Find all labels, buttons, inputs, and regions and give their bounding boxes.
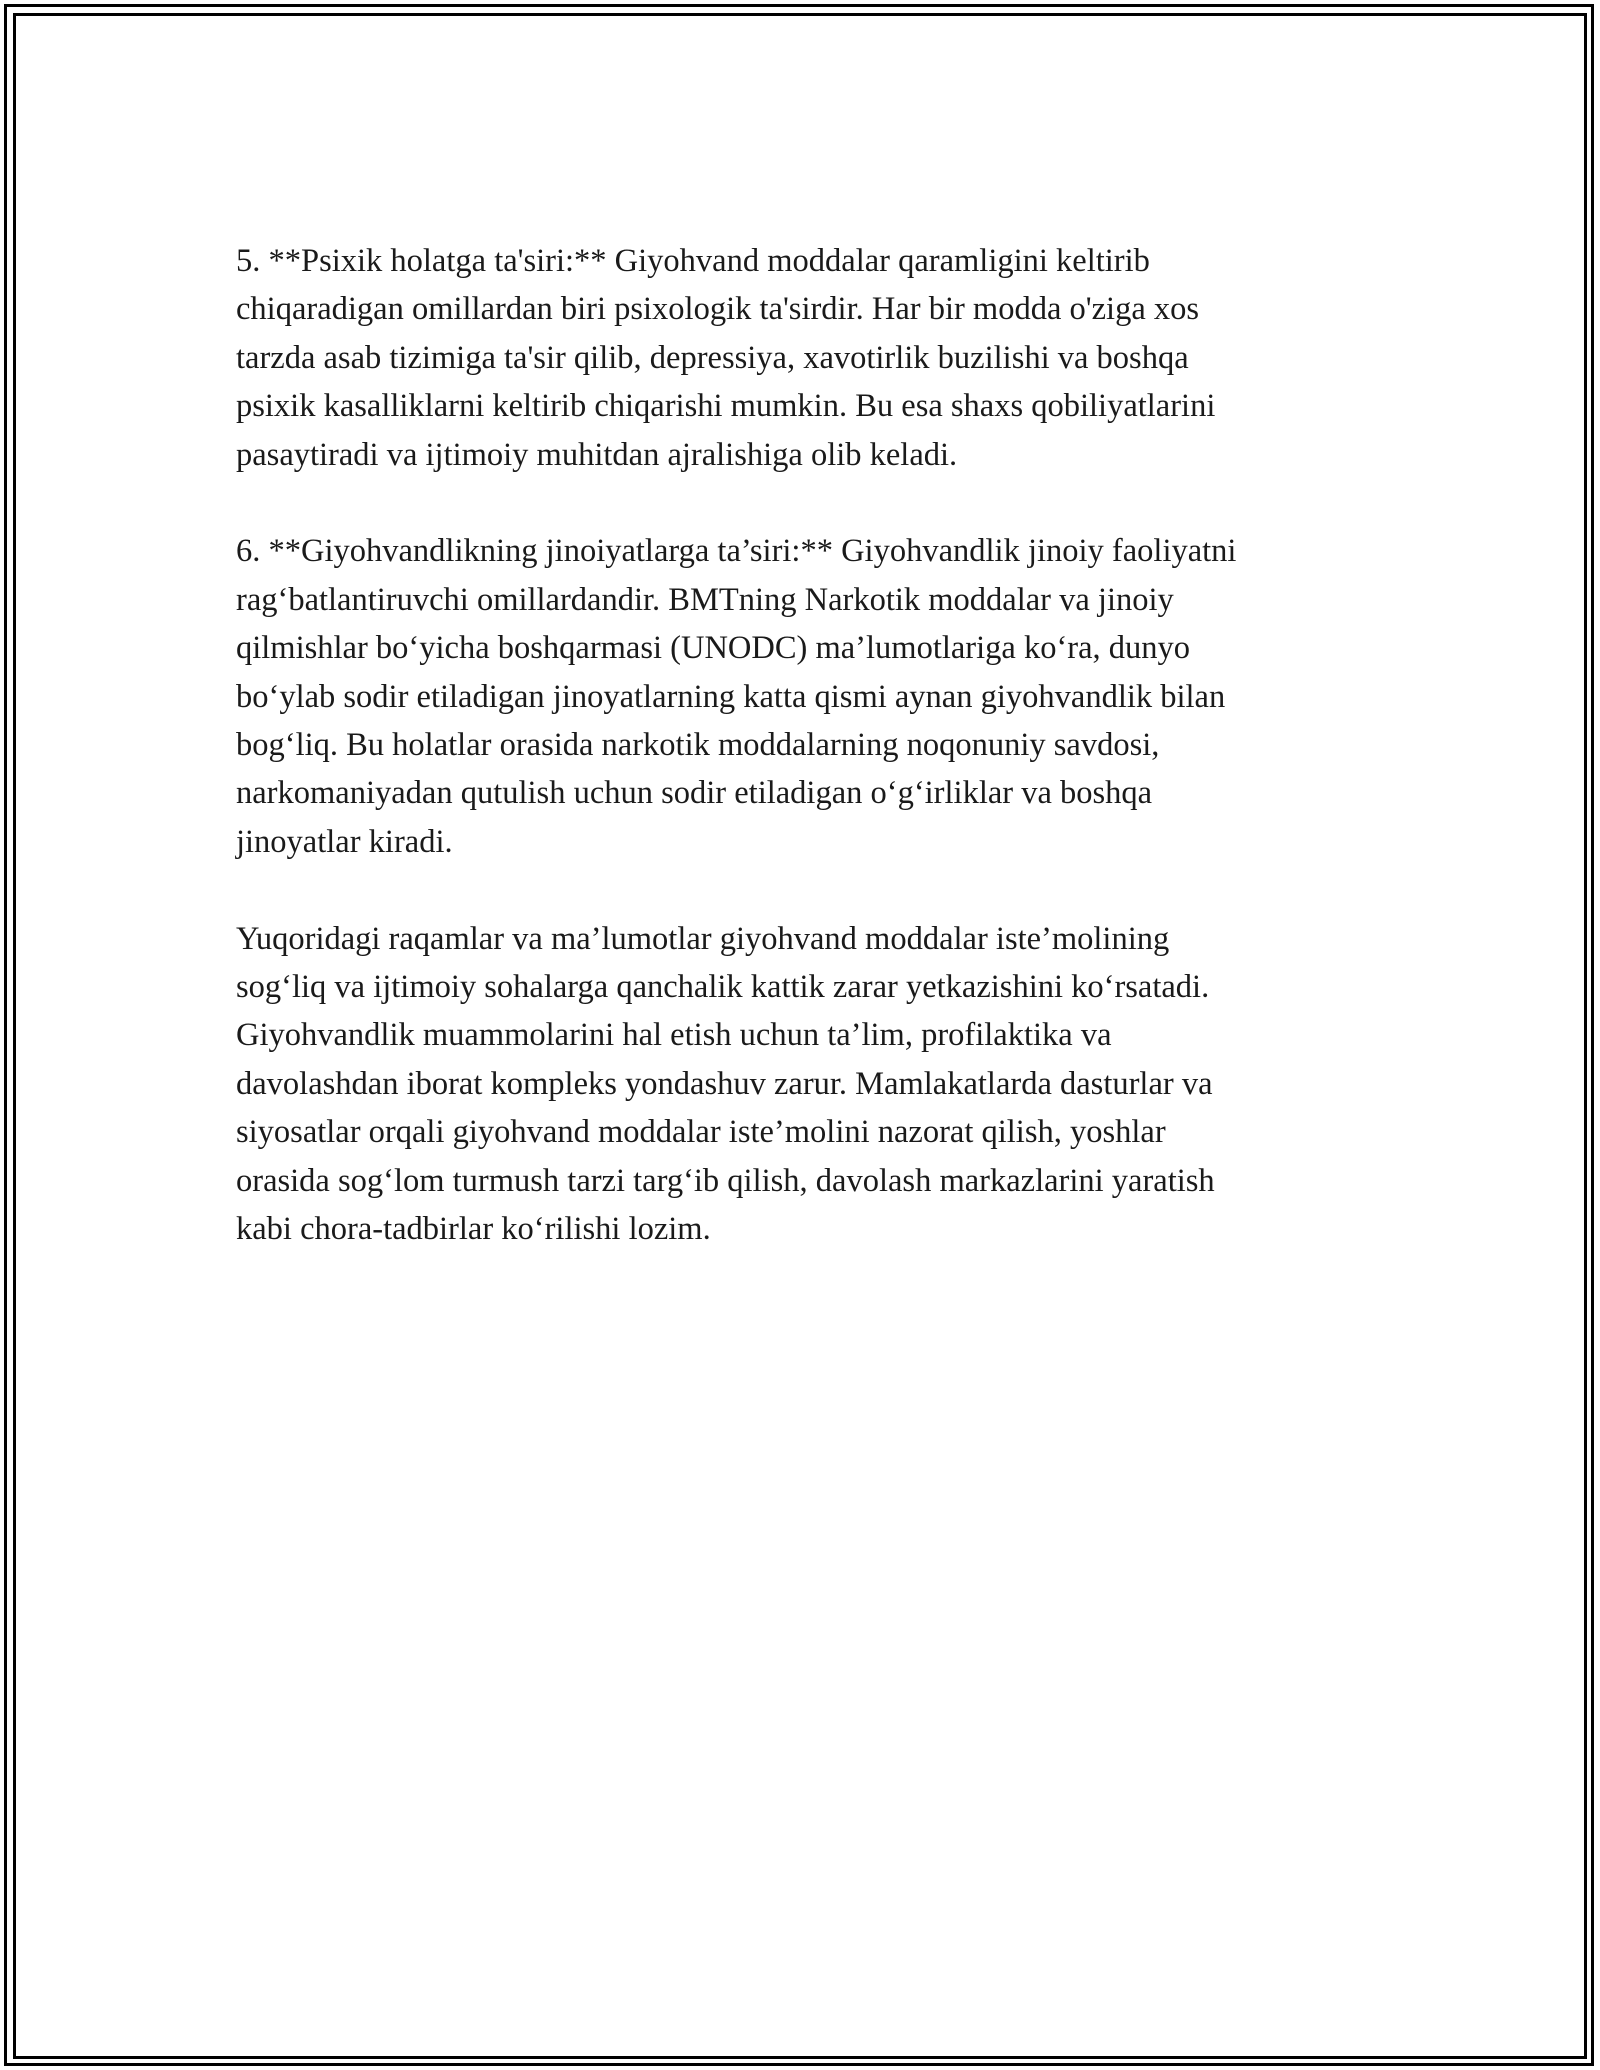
document-body [236,237,1376,1302]
paragraph-psychological-impact: 5. **Psixik holatga ta'siri:** Giyohvand moddalar qaramligini keltirib chiqaradigan omillardan biri psixologik ta'sirdir. Har bir modda o'ziga xos tarzda asab tizimiga ta'sir qilib, depressiya, xavotirlik buzilishi va boshqa psixik kasalliklarni keltirib chiqarishi mumkin. Bu esa shaxs qobiliyatlarini pasaytiradi va ijtimoiy muhitdan ajralishiga olib keladi. [236,243,1216,473]
paragraph-conclusion: Yuqoridagi raqamlar va ma’lumotlar giyohvand moddalar iste’molining sog‘liq va ijtimoiy sohalarga qanchalik kattik zarar yetkazishini ko‘rsatadi. Giyohvandlik muammolarini hal etish uchun ta’lim, profilaktika va davolashdan iborat kompleks yondashuv zarur. Mamlakatlarda dasturlar va siyosatlar orqali giyohvand moddalar iste’molini nazorat qilish, yoshlar orasida sog‘lom turmush tarzi targ‘ib qilish, davolash markazlarini yaratish kabi chora-tadbirlar ko‘rilishi lozim. [236,920,1215,1248]
paragraph-crime-impact: 6. **Giyohvandlikning jinoiyatlarga ta’siri:** Giyohvandlik jinoiy faoliyatni rag‘batlantiruvchi omillardandir. BMTning Narkotik moddalar va jinoiy qilmishlar bo‘yicha boshqarmasi (UNODC) ma’lumotlariga ko‘ra, dunyo bo‘ylab sodir etiladigan jinoyatlarning katta qismi aynan giyohvandlik bilan bog‘liq. Bu holatlar orasida narkotik moddalarning noqonuniy savdosi, narkomaniyadan qutulish uchun sodir etiladigan o‘g‘irliklar va boshqa jinoyatlar kiradi. [236,533,1237,860]
